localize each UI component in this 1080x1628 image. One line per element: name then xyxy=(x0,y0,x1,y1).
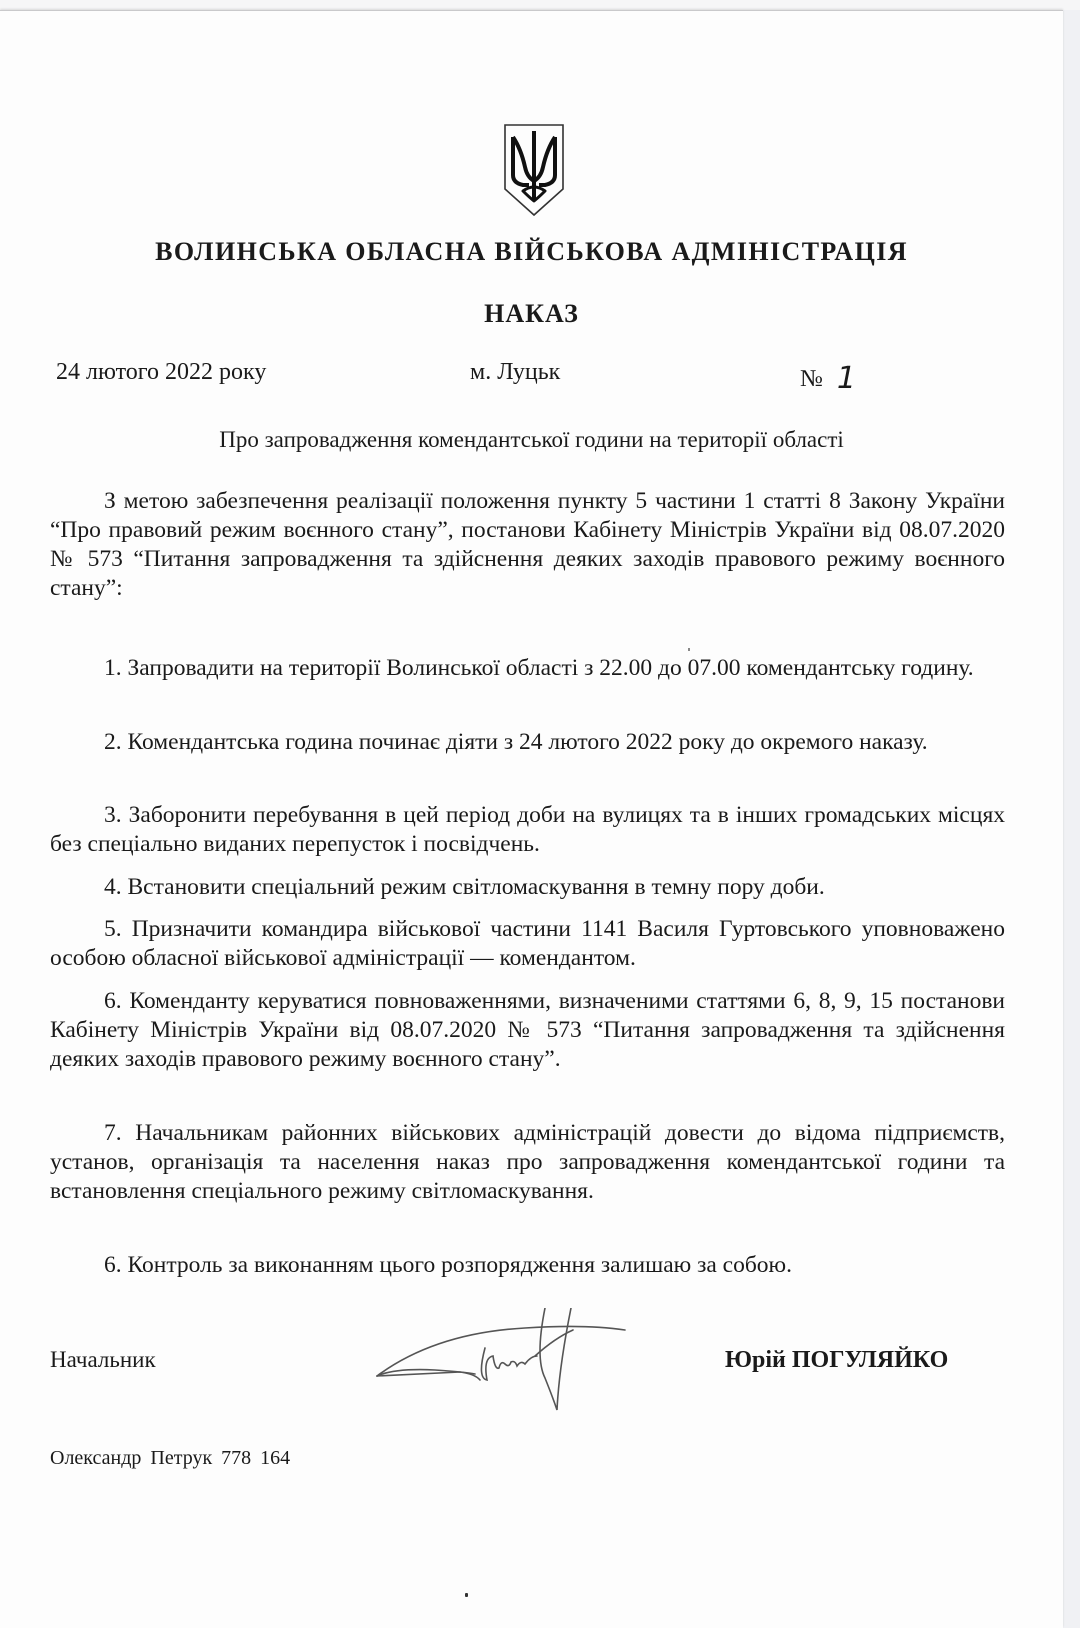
preamble-text: З метою забезпечення реалізації положення пункту 5 частини 1 статті 8 Закону України “Про правовий режим воєнного стану”, постанови Кабінету Міністрів України від 08.07.2020 № 573 “Питання запровадження та здійснення деяких заходів правового режиму воєнного стану”: xyxy=(50,488,1005,601)
order-item-text: 6. Коменданту керуватися повноваженнями, визначеними статтями 6, 8, 9, 15 постанови Кабінету Міністрів України від 08.07.2020 № 573 “Питання запровадження та здійснення деяких заходів правового режиму воєнного стану”. xyxy=(50,988,1005,1072)
trident-emblem-icon xyxy=(503,123,565,217)
order-item xyxy=(50,1119,1005,1206)
signatory-role: Начальник xyxy=(50,1347,156,1372)
order-item-text: 1. Запровадити на території Волинської області з 22.00 до 07.00 комендантську годину. xyxy=(104,655,974,681)
order-item xyxy=(50,1251,1005,1280)
number-value-handwritten: 1 xyxy=(836,361,856,396)
document-type-heading: НАКАЗ xyxy=(484,299,579,328)
order-item-text: 3. Заборонити перебування в цей період доби на вулицях та в інших громадських місцях без спеціально виданих перепусток і посвідчень. xyxy=(50,802,1005,857)
order-item-text: 7. Начальникам районних військових адміністрацій довести до відома підприємств, установ, організація та населення наказ про запровадження комендантської години та встановлення спеціального режиму світломаскування. xyxy=(50,1120,1005,1204)
viewer-top-strip xyxy=(0,0,1080,10)
order-item xyxy=(50,915,1005,973)
order-item-text: 5. Призначити командира військової частини 1141 Василя Гуртовського уповноважено особою обласної військової адміністрації — комендантом. xyxy=(50,916,1005,971)
order-subject: Про запровадження комендантської години на території області xyxy=(219,427,844,452)
executor-contact: Олександр Петрук 778 164 xyxy=(50,1447,291,1469)
order-item-text: 2. Комендантська година починає діяти з 24 лютого 2022 року до окремого наказу. xyxy=(104,729,928,755)
organization-title: ВОЛИНСЬКА ОБЛАСНА ВІЙСЬКОВА АДМІНІСТРАЦІЯ xyxy=(155,237,908,266)
signature-icon xyxy=(375,1308,665,1418)
order-number xyxy=(800,359,856,394)
order-item xyxy=(50,987,1005,1074)
order-item xyxy=(50,654,1005,683)
order-item-text: 6. Контроль за виконанням цього розпорядження залишаю за собою. xyxy=(104,1252,792,1278)
order-item-text: 4. Встановити спеціальний режим світломаскування в темну пору доби. xyxy=(104,874,825,900)
order-item xyxy=(50,728,1005,757)
document-page xyxy=(0,10,1063,1628)
preamble-paragraph xyxy=(50,487,1005,603)
order-date: 24 лютого 2022 року xyxy=(56,359,267,385)
scan-speck xyxy=(465,1593,468,1597)
signatory-name: Юрій ПОГУЛЯЙКО xyxy=(725,1347,949,1373)
order-item xyxy=(50,801,1005,859)
order-item xyxy=(50,873,1005,902)
scan-speck xyxy=(688,648,690,651)
order-city: м. Луцьк xyxy=(470,359,561,385)
number-label: № xyxy=(800,366,823,392)
